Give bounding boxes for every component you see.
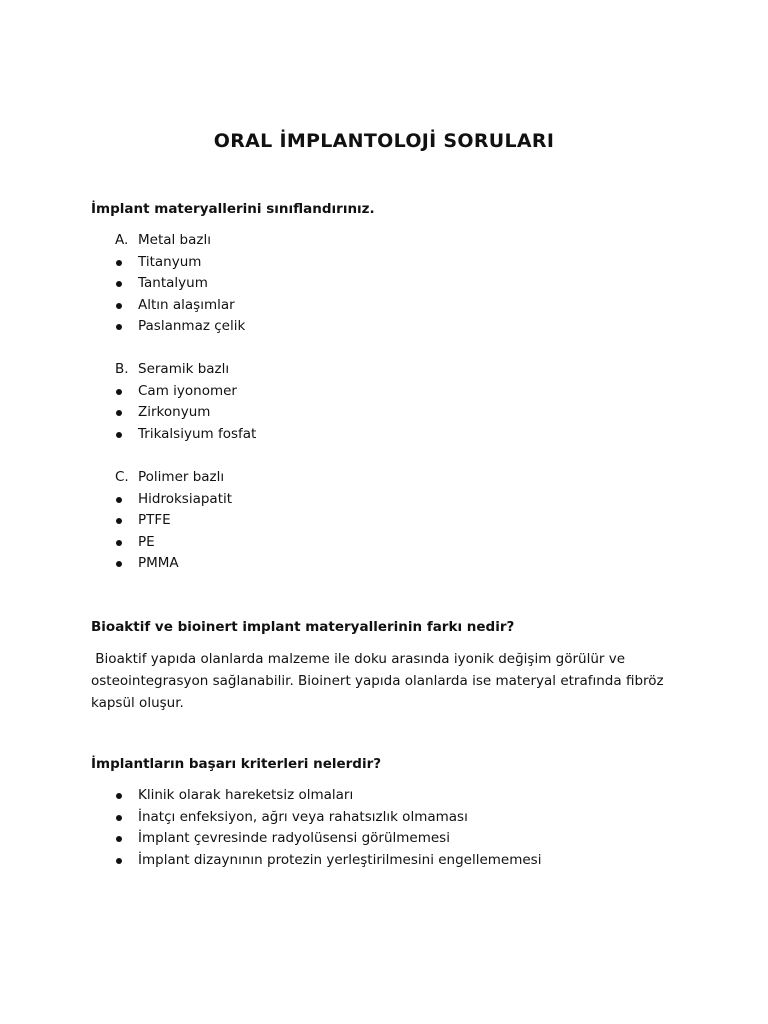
bullet-icon (116, 281, 122, 287)
bullet-icon (116, 303, 122, 309)
bullet-icon (116, 858, 122, 864)
list-item-text: İmplant çevresinde radyolüsensi görülmemesi (138, 830, 450, 847)
question-1: İmplant materyallerini sınıflandırınız. (91, 201, 375, 217)
group-label: Polimer bazlı (138, 469, 225, 485)
bullet-icon (116, 836, 122, 842)
question-3: İmplantların başarı kriterleri nelerdir? (91, 756, 382, 772)
answer-2 (91, 648, 671, 714)
list-item-text: PMMA (138, 555, 179, 572)
bullet-icon (116, 793, 122, 799)
list-item-text: Tantalyum (138, 275, 208, 292)
bullet-icon (116, 389, 122, 395)
bullet-icon (116, 518, 122, 524)
list-item-text: Titanyum (138, 253, 202, 270)
group-label: Metal bazlı (138, 232, 211, 248)
bullet-icon (116, 497, 122, 503)
list-marker: A. (115, 232, 129, 248)
list-marker: C. (115, 469, 129, 485)
list-item-text: Cam iyonomer (138, 382, 237, 399)
question-2: Bioaktif ve bioinert implant materyallerinin farkı nedir? (91, 619, 515, 635)
list-item-text: Hidroksiapatit (138, 490, 233, 507)
answer-line: Bioaktif yapıda olanlarda malzeme ile doku arasında iyonik değişim görülür ve (91, 651, 626, 667)
list-item-text: Paslanmaz çelik (138, 318, 246, 335)
list-item-text: Klinik olarak hareketsiz olmaları (138, 787, 354, 803)
bullet-icon (116, 432, 122, 438)
list-item-text: Trikalsiyum fosfat (138, 425, 257, 442)
group-label: Seramik bazlı (138, 361, 230, 377)
bullet-icon (116, 324, 122, 330)
list-item-text: İnatçı enfeksiyon, ağrı veya rahatsızlık olmaması (138, 808, 468, 825)
list-item-text: Zirkonyum (138, 404, 211, 421)
list-item-text: PTFE (138, 512, 171, 529)
list-marker: B. (115, 361, 129, 377)
bullet-icon (116, 410, 122, 416)
bullet-icon (116, 561, 122, 567)
answer-line: kapsül oluşur. (91, 695, 184, 711)
page-title: ORAL İMPLANTOLOJİ SORULARI (213, 130, 555, 152)
list-item-text: Altın alaşımlar (138, 296, 235, 313)
bullet-icon (116, 815, 122, 821)
list-item-text: PE (138, 533, 155, 550)
answer-line: osteointegrasyon sağlanabilir. Bioinert yapıda olanlarda ise materyal etrafında fibröz (91, 673, 664, 689)
list-item-text: İmplant dizaynının protezin yerleştirilmesini engellememesi (138, 851, 542, 868)
bullet-icon (116, 540, 122, 546)
bullet-icon (116, 260, 122, 266)
